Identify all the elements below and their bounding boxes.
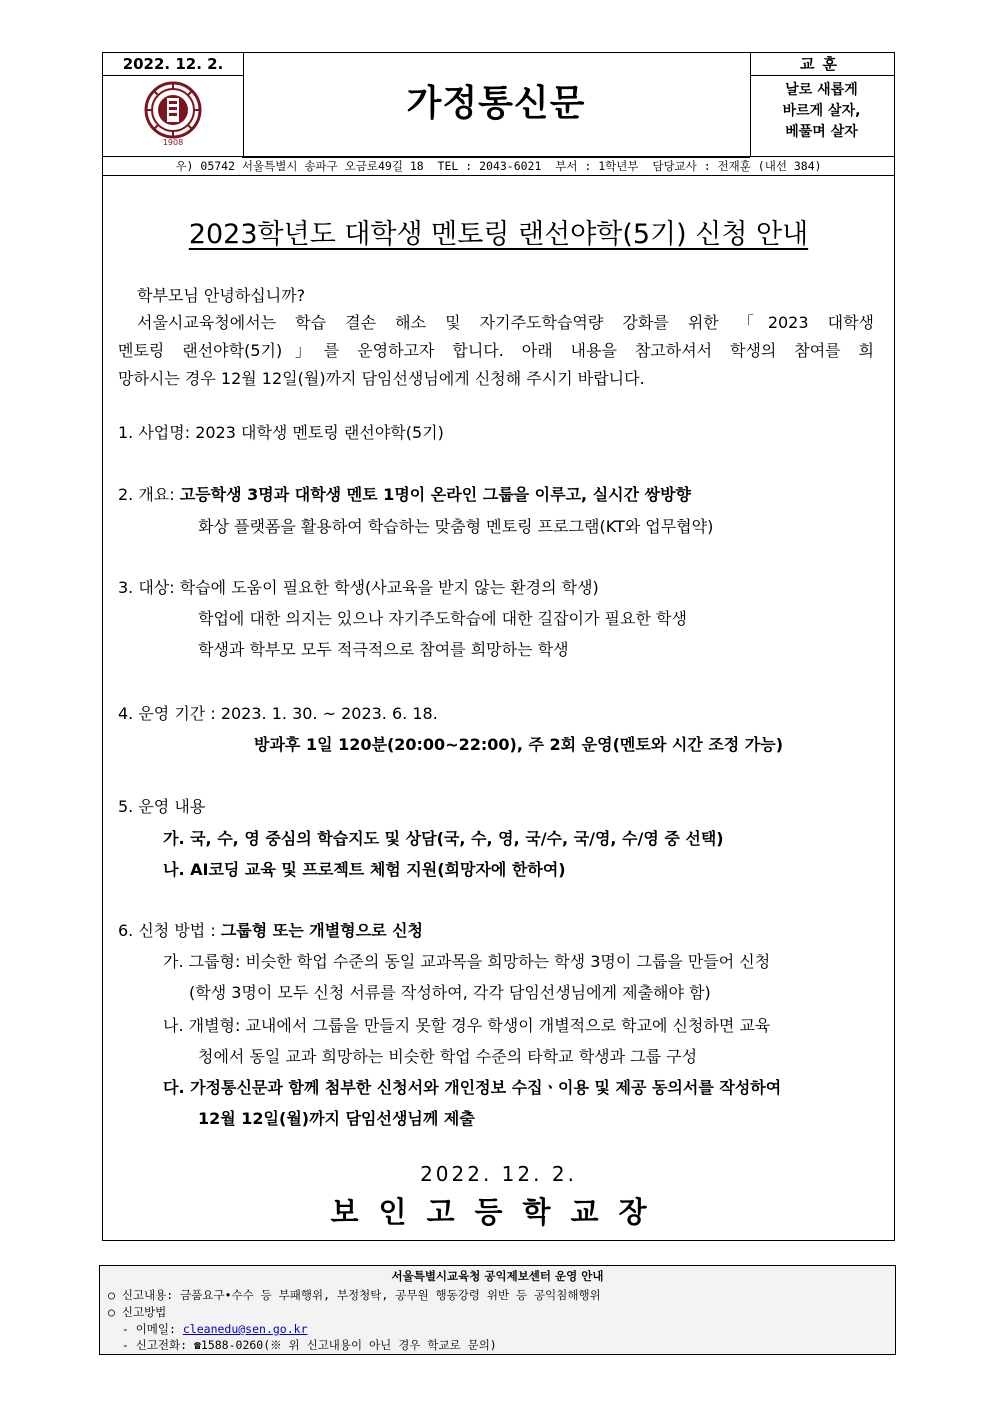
notice-content-line: ○ 신고내용: 금품요구•수수 등 부패행위, 부정청탁, 공무원 행동강령 위반 등 공익침해행위 xyxy=(108,1288,601,1302)
notice-email-line: - 이메일: cleanedu@sen.go.kr xyxy=(108,1322,308,1336)
notice-phone-line: - 신고전화: ☎1588-0260(※ 위 신고내용이 아닌 경우 학교로 문의) xyxy=(108,1338,497,1352)
principal-signature: 보인고등학교장 xyxy=(330,1195,667,1229)
motto-label: 교훈 xyxy=(750,52,895,76)
item-method-b: 나. 개별형: 교내에서 그룹을 만들지 못할 경우 학생이 개별적으로 학교에 신청하면 교육 xyxy=(163,1016,771,1035)
item-method: 6. 신청 방법 : 그룹형 또는 개별형으로 신청 xyxy=(118,921,424,940)
item-business-name: 1. 사업명: 2023 대학생 멘토링 랜선야학(5기) xyxy=(118,423,444,442)
newsletter-title: 가정통신문 xyxy=(406,83,586,124)
item-method-c-line2: 12월 12일(월)까지 담임선생님께 제출 xyxy=(198,1109,475,1128)
item-content-b: 나. AI코딩 교육 및 프로젝트 체험 지원(희망자에 한하여) xyxy=(163,860,566,879)
item-target-line2: 학업에 대한 의지는 있으나 자기주도학습에 대한 길잡이가 필요한 학생 xyxy=(198,609,687,628)
item-method-a: 가. 그룹형: 비슷한 학업 수준의 동일 교과목을 희망하는 학생 3명이 그룹을 만들어 신청 xyxy=(163,952,771,971)
logo-year: 1908 xyxy=(162,138,184,147)
address-line: 우) 05742 서울특별시 송파구 오금로49길 18 TEL : 2043-6021 부서 : 1학년부 담당교사 : 전재훈 (내선 384) xyxy=(102,156,895,176)
motto-line: 바르게 살자, xyxy=(782,103,861,119)
motto-line: 날로 새롭게 xyxy=(785,82,858,98)
intro-line: 망하시는 경우 12월 12일(월)까지 담임선생님에게 신청해 주시기 바랍니다. xyxy=(118,369,645,388)
item-target: 3. 대상: 학습에 도움이 필요한 학생(사교육을 받지 않는 환경의 학생) xyxy=(118,578,599,597)
item-method-b-line2: 청에서 동일 교과 희망하는 비슷한 학업 수준의 타학교 학생과 그룹 구성 xyxy=(198,1047,698,1066)
signature-date: 2022. 12. 2. xyxy=(420,1162,577,1186)
document-title: 2023학년도 대학생 멘토링 랜선야학(5기) 신청 안내 xyxy=(188,219,809,250)
motto-line: 베풀며 살자 xyxy=(785,124,858,140)
motto-text xyxy=(750,80,893,143)
item-overview-line2: 화상 플랫폼을 활용하여 학습하는 맞춤형 멘토링 프로그램(KT와 업무협약) xyxy=(198,517,714,536)
item-overview: 2. 개요: 고등학생 3명과 대학생 멘토 1명이 온라인 그룹을 이루고, 실시간 쌍방향 xyxy=(118,485,691,504)
item-content-a: 가. 국, 수, 영 중심의 학습지도 및 상담(국, 수, 영, 국/수, 국/영, 수/영 중 선택) xyxy=(163,829,724,848)
intro-line: 멘토링 랜선야학(5기)」를 운영하고자 합니다. 아래 내용을 참고하셔서 학생의 참여를 희 xyxy=(118,341,874,360)
notice-title: 서울특별시교육청 공익제보센터 운영 안내 xyxy=(391,1269,604,1283)
date-label: 2022. 12. 2. xyxy=(102,52,244,76)
item-period-schedule: 방과후 1일 120분(20:00~22:00), 주 2회 운영(멘토와 시간 조정 가능) xyxy=(254,735,784,754)
logo-cell xyxy=(102,74,244,157)
item-period: 4. 운영 기간 : 2023. 1. 30. ~ 2023. 6. 18. xyxy=(118,704,438,723)
item-content-label: 5. 운영 내용 xyxy=(118,797,206,816)
greeting: 학부모님 안녕하십니까? xyxy=(137,286,306,305)
email-link[interactable]: cleanedu@sen.go.kr xyxy=(182,1322,308,1336)
notice-method-line: ○ 신고방법 xyxy=(108,1305,167,1319)
item-method-a-note: (학생 3명이 모두 신청 서류를 작성하여, 각각 담임선생님에게 제출해야 함) xyxy=(189,983,711,1002)
item-target-line3: 학생과 학부모 모두 적극적으로 참여를 희망하는 학생 xyxy=(198,640,569,659)
intro-line: 서울시교육청에서는 학습 결손 해소 및 자기주도학습역량 강화를 위한 「2023 대학생 xyxy=(137,313,874,332)
item-method-c: 다. 가정통신문과 함께 첨부한 신청서와 개인정보 수집ㆍ이용 및 제공 동의서를 작성하여 xyxy=(163,1078,782,1097)
